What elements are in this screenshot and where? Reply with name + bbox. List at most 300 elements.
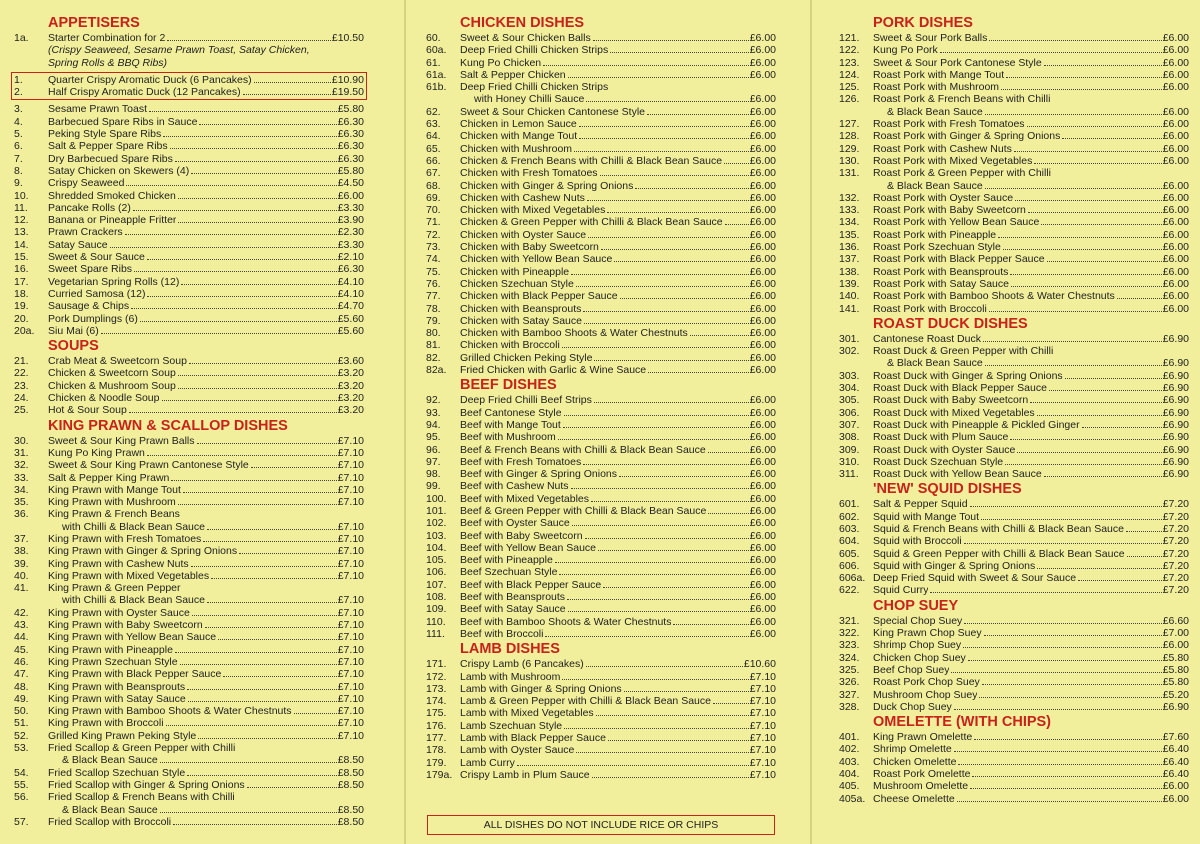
item-number: 324. xyxy=(839,651,860,664)
item-price: £6.00 xyxy=(749,68,776,81)
item-price: £6.00 xyxy=(1162,277,1189,290)
dot-leader xyxy=(160,762,337,763)
item-number: 92. xyxy=(426,394,441,407)
section-heading: BEEF DISHES xyxy=(460,377,557,394)
dot-leader xyxy=(207,529,337,530)
menu-item xyxy=(14,496,364,508)
item-price: £10.50 xyxy=(331,32,364,44)
item-name: Beef with Cashew Nuts xyxy=(460,480,569,493)
menu-item xyxy=(14,226,364,238)
menu-item xyxy=(14,86,364,98)
item-number: 44. xyxy=(14,631,29,644)
menu-item xyxy=(14,558,364,570)
item-price: £6.00 xyxy=(749,216,776,229)
item-name: Chicken & Green Pepper with Chilli & Black Bean Sauce xyxy=(460,216,723,229)
item-price: £6.00 xyxy=(1162,216,1189,229)
item-name: Squid & French Beans with Chilli & Black Bean Sauce xyxy=(873,522,1124,535)
item-price: £6.00 xyxy=(749,554,776,567)
item-number: 72. xyxy=(426,228,441,241)
menu-item xyxy=(426,303,776,315)
item-price: £6.00 xyxy=(749,578,776,591)
item-number: 71. xyxy=(426,216,441,229)
item-name: Roast Duck with Yellow Bean Sauce xyxy=(873,468,1042,481)
item-name: Roast Pork & Green Pepper with Chilli xyxy=(873,167,1051,180)
dot-leader xyxy=(981,519,1162,520)
item-price: £7.20 xyxy=(1162,559,1189,572)
menu-item xyxy=(14,392,364,404)
item-number: 326. xyxy=(839,676,860,689)
item-price: £7.10 xyxy=(337,631,364,644)
item-name: Peking Style Spare Ribs xyxy=(48,128,162,141)
item-name: Fried Chicken with Garlic & Wine Sauce xyxy=(460,364,647,377)
menu-item xyxy=(839,266,1189,278)
item-price: £7.10 xyxy=(337,532,364,545)
dot-leader xyxy=(254,82,331,83)
item-number: 93. xyxy=(426,406,441,419)
dot-leader xyxy=(218,639,337,640)
menu-item xyxy=(14,367,364,379)
item-price: £6.00 xyxy=(749,406,776,419)
menu-item xyxy=(839,143,1189,155)
dot-leader xyxy=(635,188,748,189)
dot-leader xyxy=(608,740,749,741)
item-number: 57. xyxy=(14,815,29,828)
item-price: £6.00 xyxy=(749,591,776,604)
menu-item-continued xyxy=(14,804,364,816)
item-price: £7.10 xyxy=(749,768,776,781)
item-number: 125. xyxy=(839,81,860,94)
menu-item xyxy=(426,683,776,695)
item-number: 325. xyxy=(839,663,860,676)
item-price: £6.90 xyxy=(1162,700,1189,713)
item-price: £7.20 xyxy=(1162,572,1189,585)
dot-leader xyxy=(162,400,337,401)
item-number: 17. xyxy=(14,275,29,288)
dot-leader xyxy=(205,627,337,628)
dot-leader xyxy=(125,234,337,235)
menu-item xyxy=(426,468,776,480)
item-number: 109. xyxy=(426,603,447,616)
menu-item xyxy=(426,44,776,56)
dot-leader xyxy=(294,713,337,714)
menu-item xyxy=(839,639,1189,651)
menu-item xyxy=(14,816,364,828)
menu-item xyxy=(426,757,776,769)
item-name: Quarter Crispy Aromatic Duck (6 Pancakes) xyxy=(48,73,252,86)
dot-leader xyxy=(989,311,1162,312)
item-name: Satay Sauce xyxy=(48,238,108,251)
dot-leader xyxy=(183,492,337,493)
item-price: £6.90 xyxy=(1162,431,1189,444)
dot-leader xyxy=(134,271,337,272)
item-name: Beef with Bamboo Shoots & Water Chestnuts xyxy=(460,615,672,628)
dot-leader xyxy=(545,636,748,637)
item-name-continued: with Honey Chilli Sauce xyxy=(474,93,585,106)
item-number: 105. xyxy=(426,554,447,567)
item-name: Roast Pork with Baby Sweetcorn xyxy=(873,204,1026,217)
item-price: £3.30 xyxy=(337,238,364,251)
dot-leader xyxy=(567,599,749,600)
item-number: 129. xyxy=(839,142,860,155)
menu-item xyxy=(839,155,1189,167)
menu-item xyxy=(14,447,364,459)
item-name: Beef with Fresh Tomatoes xyxy=(460,455,582,468)
item-price: £8.50 xyxy=(337,803,364,816)
item-name: Beef Szechuan Style xyxy=(460,566,558,579)
item-number: 176. xyxy=(426,719,447,732)
menu-item xyxy=(426,339,776,351)
dot-leader xyxy=(187,689,337,690)
item-price: £7.10 xyxy=(749,682,776,695)
menu-item xyxy=(426,143,776,155)
item-number: 171. xyxy=(426,658,447,671)
menu-item xyxy=(426,419,776,431)
item-name: King Prawn with Black Pepper Sauce xyxy=(48,668,222,681)
item-number: 173. xyxy=(426,682,447,695)
item-name: Chicken with Fresh Tomatoes xyxy=(460,167,598,180)
item-price: £6.00 xyxy=(749,418,776,431)
menu-item xyxy=(426,180,776,192)
menu-item xyxy=(426,444,776,456)
item-number: 1. xyxy=(14,73,23,86)
item-name: Beef with Oyster Sauce xyxy=(460,517,570,530)
item-name: Chicken with Ginger & Spring Onions xyxy=(460,179,634,192)
dot-leader xyxy=(954,751,1162,752)
item-name: Roast Pork & French Beans with Chilli xyxy=(873,93,1051,106)
item-price: £6.00 xyxy=(1162,228,1189,241)
item-number: 49. xyxy=(14,692,29,705)
dot-leader xyxy=(173,824,337,825)
item-number: 61a. xyxy=(426,68,447,81)
item-name: Starter Combination for 2 xyxy=(48,32,166,44)
item-name: Lamb & Green Pepper with Chilli & Black Bean Sauce xyxy=(460,695,711,708)
item-number: 81. xyxy=(426,339,441,352)
dot-leader xyxy=(974,739,1162,740)
item-price: £6.00 xyxy=(749,130,776,143)
item-name: Lamb with Mixed Vegetables xyxy=(460,707,594,720)
item-price: £3.60 xyxy=(337,355,364,368)
dot-leader xyxy=(985,114,1162,115)
dot-leader xyxy=(583,311,748,312)
item-name: Special Chop Suey xyxy=(873,614,963,627)
item-number: 1a. xyxy=(14,32,29,44)
menu-item xyxy=(426,628,776,640)
item-price: £6.90 xyxy=(1162,369,1189,382)
menu-item xyxy=(14,380,364,392)
item-name: Roast Pork with Cashew Nuts xyxy=(873,142,1012,155)
item-price: £7.10 xyxy=(337,434,364,447)
menu-item xyxy=(14,656,364,668)
item-price: £6.00 xyxy=(1162,154,1189,167)
item-number: 18. xyxy=(14,287,29,300)
dot-leader xyxy=(188,701,337,702)
item-price: £3.90 xyxy=(337,214,364,227)
menu-item xyxy=(14,276,364,288)
menu-item xyxy=(839,743,1189,755)
item-name: Salt & Pepper Chicken xyxy=(460,68,566,81)
item-name: Half Crispy Aromatic Duck (12 Pancakes) xyxy=(48,86,241,99)
item-price: £7.20 xyxy=(1162,498,1189,511)
dot-leader xyxy=(989,40,1161,41)
menu-item xyxy=(14,355,364,367)
dot-leader xyxy=(564,415,749,416)
item-name: Prawn Crackers xyxy=(48,226,123,239)
dot-leader xyxy=(211,578,337,579)
item-number: 19. xyxy=(14,300,29,313)
menu-item xyxy=(14,190,364,202)
menu-item xyxy=(14,153,364,165)
item-name-continued: with Chilli & Black Bean Sauce xyxy=(62,594,205,607)
item-number: 603. xyxy=(839,522,860,535)
dot-leader xyxy=(140,321,337,322)
menu-item xyxy=(426,505,776,517)
item-name: King Prawn with Mixed Vegetables xyxy=(48,569,210,582)
item-number: 36. xyxy=(14,508,29,521)
menu-item xyxy=(426,155,776,167)
item-name: Kung Po Chicken xyxy=(460,56,542,69)
item-number: 404. xyxy=(839,768,860,781)
item-number: 132. xyxy=(839,191,860,204)
item-price: £6.00 xyxy=(749,603,776,616)
item-number: 302. xyxy=(839,345,860,358)
menu-item xyxy=(426,167,776,179)
item-number: 15. xyxy=(14,251,29,264)
item-price: £7.20 xyxy=(1162,522,1189,535)
item-number: 3. xyxy=(14,103,23,116)
item-name: Beef with Beansprouts xyxy=(460,591,566,604)
dot-leader xyxy=(998,237,1162,238)
item-price: £6.00 xyxy=(749,191,776,204)
item-name: Pork Dumplings (6) xyxy=(48,312,138,325)
menu-item xyxy=(14,742,364,754)
menu-item xyxy=(426,364,776,376)
item-price: £5.80 xyxy=(1162,676,1189,689)
item-price: £6.00 xyxy=(749,627,776,640)
item-number: 606. xyxy=(839,559,860,572)
item-number: 138. xyxy=(839,265,860,278)
dot-leader xyxy=(563,427,749,428)
item-number: 68. xyxy=(426,179,441,192)
dot-leader xyxy=(1117,298,1162,299)
menu-item xyxy=(14,251,364,263)
item-price: £6.30 xyxy=(337,140,364,153)
item-number: 305. xyxy=(839,394,860,407)
item-name: Squid with Ginger & Spring Onions xyxy=(873,559,1036,572)
menu-item xyxy=(839,456,1189,468)
item-number: 322. xyxy=(839,627,860,640)
item-number: 6. xyxy=(14,140,23,153)
item-name: Sweet & Sour Pork Balls xyxy=(873,32,988,44)
item-number: 82a. xyxy=(426,364,447,377)
item-name: Sweet & Sour King Prawn Balls xyxy=(48,434,195,447)
dot-leader xyxy=(1015,200,1162,201)
item-price: £6.00 xyxy=(749,529,776,542)
item-price: £6.00 xyxy=(749,443,776,456)
item-name: Roast Duck Szechuan Style xyxy=(873,455,1004,468)
menu-item xyxy=(839,81,1189,93)
item-name: Fried Scallop Szechuan Style xyxy=(48,766,186,779)
item-name: Salt & Pepper King Prawn xyxy=(48,471,170,484)
item-name: Lamb with Oyster Sauce xyxy=(460,744,575,757)
menu-item xyxy=(839,192,1189,204)
item-name: Siu Mai (6) xyxy=(48,324,99,337)
item-price: £6.00 xyxy=(749,228,776,241)
item-price: £7.10 xyxy=(337,606,364,619)
item-price: £6.40 xyxy=(1162,743,1189,756)
item-price: £6.00 xyxy=(749,154,776,167)
item-name: Crispy Lamb in Plum Sauce xyxy=(460,768,590,781)
dot-leader xyxy=(1065,378,1162,379)
item-number: 63. xyxy=(426,118,441,131)
menu-item xyxy=(839,419,1189,431)
item-price: £7.10 xyxy=(337,471,364,484)
item-price: £5.20 xyxy=(1162,688,1189,701)
item-name: Barbecued Spare Ribs in Sauce xyxy=(48,115,198,128)
dot-leader xyxy=(192,615,337,616)
item-price: £6.00 xyxy=(749,492,776,505)
menu-item xyxy=(426,603,776,615)
item-name: King Prawn with Cashew Nuts xyxy=(48,557,189,570)
menu-item xyxy=(14,607,364,619)
item-number: 136. xyxy=(839,241,860,254)
dot-leader xyxy=(708,452,749,453)
menu-item xyxy=(14,300,364,312)
item-price: £7.10 xyxy=(337,520,364,533)
menu-item xyxy=(839,370,1189,382)
item-number: 174. xyxy=(426,695,447,708)
item-number: 24. xyxy=(14,392,29,405)
item-price: £7.10 xyxy=(337,643,364,656)
item-number: 327. xyxy=(839,688,860,701)
item-number: 2. xyxy=(14,86,23,99)
item-price: £6.00 xyxy=(749,351,776,364)
dot-leader xyxy=(594,402,749,403)
item-number: 66. xyxy=(426,154,441,167)
menu-item xyxy=(839,303,1189,315)
item-number: 67. xyxy=(426,167,441,180)
item-name: Lamb with Mushroom xyxy=(460,670,561,683)
item-number: 304. xyxy=(839,382,860,395)
dot-leader xyxy=(576,286,749,287)
item-name: Roast Duck with Pineapple & Pickled Ginger xyxy=(873,418,1080,431)
menu-item xyxy=(426,720,776,732)
menu-item xyxy=(839,664,1189,676)
menu-item xyxy=(839,498,1189,510)
item-name: Beef with Satay Sauce xyxy=(460,603,566,616)
menu-item xyxy=(14,472,364,484)
item-price: £8.50 xyxy=(337,766,364,779)
dot-leader xyxy=(972,776,1161,777)
item-number: 64. xyxy=(426,130,441,143)
section-heading: SOUPS xyxy=(48,338,99,355)
dot-leader xyxy=(191,566,337,567)
menu-item xyxy=(839,229,1189,241)
section-heading: CHICKEN DISHES xyxy=(460,15,585,31)
menu-item xyxy=(426,81,776,93)
dot-leader xyxy=(1003,249,1162,250)
item-name: Chicken & Sweetcorn Soup xyxy=(48,367,176,380)
item-name: Sweet & Sour Sauce xyxy=(48,251,145,264)
section-heading: OMELETTE (WITH CHIPS) xyxy=(873,714,1052,731)
item-price: £7.20 xyxy=(1162,510,1189,523)
item-name: Duck Chop Suey xyxy=(873,700,952,713)
dot-leader xyxy=(607,212,748,213)
item-name: Beef with Ginger & Spring Onions xyxy=(460,468,617,481)
dot-leader xyxy=(101,333,337,334)
dot-leader xyxy=(189,363,337,364)
item-price: £7.10 xyxy=(749,707,776,720)
item-price: £7.10 xyxy=(337,705,364,718)
item-price: £7.10 xyxy=(337,446,364,459)
item-name-continued: & Black Bean Sauce xyxy=(62,754,158,767)
item-number: 30. xyxy=(14,434,29,447)
item-name: Chicken in Lemon Sauce xyxy=(460,118,577,131)
item-number: 77. xyxy=(426,290,441,303)
menu-item xyxy=(839,731,1189,743)
dot-leader xyxy=(957,801,1162,802)
dot-leader xyxy=(147,259,337,260)
item-number: 56. xyxy=(14,791,29,804)
item-price: £3.30 xyxy=(337,201,364,214)
item-number: 328. xyxy=(839,700,860,713)
item-name: King Prawn & Green Pepper xyxy=(48,582,181,595)
item-number: 111. xyxy=(426,627,445,640)
item-number: 307. xyxy=(839,418,860,431)
item-number: 402. xyxy=(839,743,860,756)
item-number: 99. xyxy=(426,480,441,493)
item-number: 8. xyxy=(14,164,23,177)
menu-item xyxy=(839,278,1189,290)
dot-leader xyxy=(555,562,749,563)
menu-item xyxy=(14,717,364,729)
item-name: Lamb with Ginger & Spring Onions xyxy=(460,682,622,695)
dot-leader xyxy=(673,624,748,625)
item-number: 70. xyxy=(426,204,441,217)
item-name: Deep Fried Squid with Sweet & Sour Sauce xyxy=(873,572,1077,585)
item-number: 37. xyxy=(14,532,29,545)
item-price: £6.00 xyxy=(749,339,776,352)
item-name: Beef & Green Pepper with Chilli & Black Bean Sauce xyxy=(460,504,707,517)
menu-item xyxy=(14,128,364,140)
dot-leader xyxy=(126,185,336,186)
menu-item xyxy=(426,130,776,142)
dot-leader xyxy=(601,249,749,250)
menu-item xyxy=(426,671,776,683)
item-name: Cheese Omelette xyxy=(873,792,955,805)
item-price: £6.00 xyxy=(1162,302,1189,315)
item-price: £7.10 xyxy=(337,717,364,730)
item-number: 179. xyxy=(426,756,447,769)
item-number: 82. xyxy=(426,351,441,364)
item-name: Deep Fried Chilli Chicken Strips xyxy=(460,44,609,57)
dot-leader xyxy=(600,175,749,176)
menu-item xyxy=(839,57,1189,69)
item-name: King Prawn & French Beans xyxy=(48,508,180,521)
dot-leader xyxy=(690,335,749,336)
menu-item xyxy=(839,241,1189,253)
item-number: 130. xyxy=(839,154,860,167)
fold-line-right xyxy=(810,0,812,844)
item-number: 75. xyxy=(426,265,441,278)
menu-item xyxy=(14,705,364,717)
menu-item xyxy=(14,619,364,631)
item-price: £6.00 xyxy=(749,241,776,254)
item-name: Kung Po Pork xyxy=(873,44,938,57)
menu-item xyxy=(839,32,1189,44)
item-price: £6.00 xyxy=(749,167,776,180)
menu-item xyxy=(839,69,1189,81)
item-price: £6.60 xyxy=(1162,614,1189,627)
